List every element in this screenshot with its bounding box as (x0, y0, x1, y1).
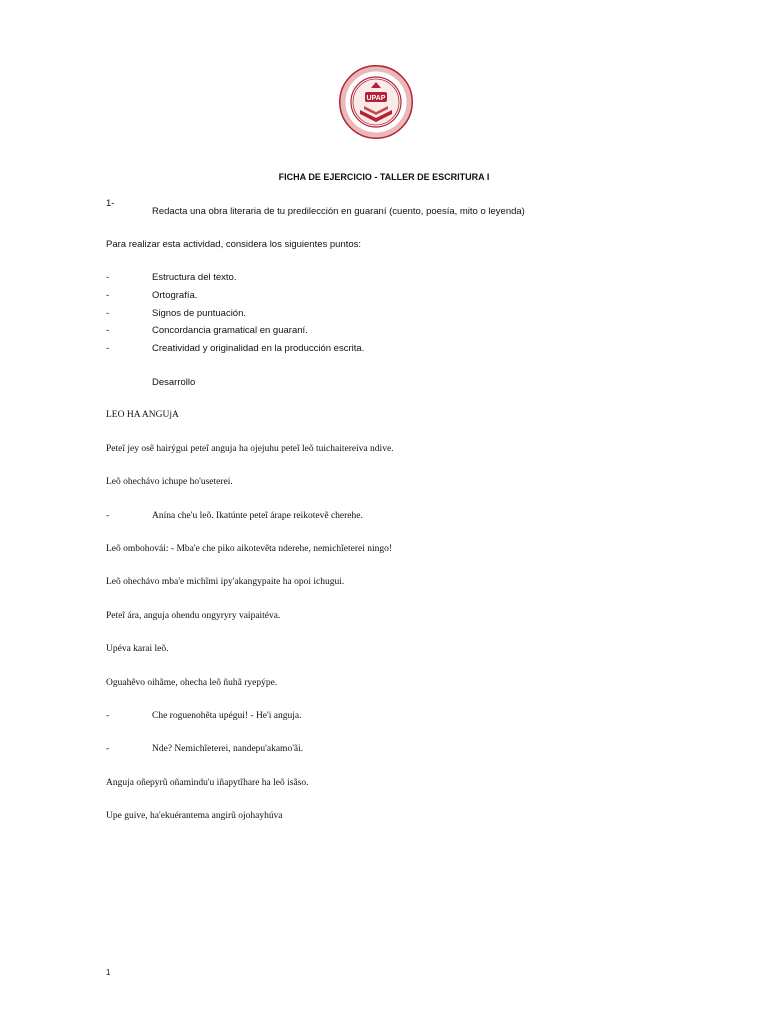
item-text: Redacta una obra literaria de tu predilección en guaraní (cuento, poesía, mito o leyenda) (152, 206, 525, 217)
list-item: Concordancia gramatical en guaraní. (152, 325, 308, 336)
story-line: Oguahẽvo oihãme, ohecha leõ ñuhã ryepýpe. (106, 678, 278, 688)
list-item: Estructura del texto. (152, 272, 237, 283)
intro-text: Para realizar esta actividad, considera los siguientes puntos: (106, 239, 362, 250)
list-item-dash: - (106, 272, 110, 283)
story-line: Che roguenohẽta upégui! - He'i anguja. (152, 711, 302, 721)
seal-graphic (338, 54, 414, 150)
story-line: Anguja oñepyrũ oñamindu'u iñapytĩhare ha leõ isãso. (106, 778, 309, 788)
story-line: Leõ ohechávo mba'e michĩmi ipy'akangypaite ha opoi ichugui. (106, 577, 345, 587)
university-seal-logo (338, 54, 414, 150)
story-line: Leõ ohechávo ichupe ho'useterei. (106, 477, 233, 487)
seal-badge-text: UPAP (366, 95, 386, 102)
story-line: Upe guive, ha'ekuérantema angirũ ojohayhúva (106, 811, 283, 821)
story-line: Peteĩ ára, anguja ohendu ongyryry vaipaitéva. (106, 611, 281, 621)
list-item-dash: - (106, 290, 110, 301)
section-label: Desarrollo (152, 377, 196, 388)
dialogue-dash: - (106, 511, 110, 521)
list-item-dash: - (106, 325, 110, 336)
story-line: Anína che'u leõ. Ikatúnte peteĩ árape reikotevẽ cherehe. (152, 511, 363, 521)
document-title: FICHA DE EJERCICIO - TALLER DE ESCRITURA I (278, 172, 490, 182)
story-line: Leõ ombohovái: - Mba'e che piko aikotevẽta nderehe, nemichĩeterei ningo! (106, 544, 393, 554)
story-line: Upéva karai leõ. (106, 644, 169, 654)
dialogue-dash: - (106, 744, 110, 754)
story-title: LEO HA ANGUjA (106, 410, 179, 420)
list-item-dash: - (106, 308, 110, 319)
item-number: 1- (106, 198, 115, 209)
list-item: Creatividad y originalidad en la producción escrita. (152, 343, 365, 354)
list-item: Ortografía. (152, 290, 198, 301)
dialogue-dash: - (106, 711, 110, 721)
story-line: Peteĩ jey osẽ hairýgui peteĩ anguja ha ojejuhu peteĩ leõ tuichaitereíva ndive. (106, 444, 394, 454)
page-number: 1 (106, 968, 111, 977)
list-item: Signos de puntuación. (152, 308, 247, 319)
story-line: Nde? Nemichĩeterei, nandepu'akamo'ãi. (152, 744, 304, 754)
list-item-dash: - (106, 343, 110, 354)
